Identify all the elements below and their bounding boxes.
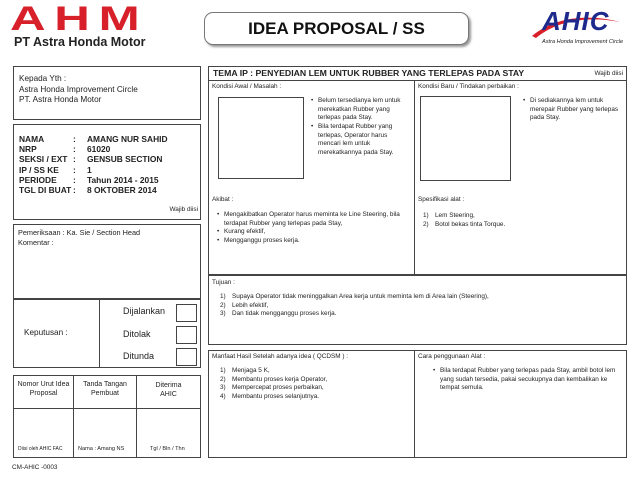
list-number: 4) xyxy=(220,392,226,400)
footer-cell-nomor xyxy=(13,408,74,458)
manfaat-panel xyxy=(208,350,415,458)
footer-header-nomor xyxy=(13,375,74,409)
addressee-line: Kepada Yth : xyxy=(19,74,67,83)
list-item xyxy=(220,293,620,302)
list-item: • Mengganggu proses kerja. xyxy=(224,237,410,246)
ahic-logo xyxy=(508,2,628,52)
cara-list xyxy=(431,367,621,393)
footer-cell-tanda-tangan xyxy=(73,408,137,458)
theme-label: TEMA IP : PENYEDIAN LEM UNTUK RUBBER YANG TERLEPAS PADA STAY xyxy=(213,68,525,78)
cara-panel xyxy=(414,350,627,458)
identity-key: TGL DI BUAT xyxy=(19,185,72,196)
cara-heading: Cara penggunaan Alat : xyxy=(418,353,486,360)
form-code: CM-AHIC -0003 xyxy=(12,464,58,471)
ahic-logo-text: AHIC xyxy=(542,6,610,36)
footer-cell-text: Nama : Amang NS xyxy=(78,446,125,452)
kondisi-baru-heading: Kondisi Baru / Tindakan perbaikan : xyxy=(418,83,519,90)
identity-value: AMANG NUR SAHID xyxy=(87,134,168,144)
option-dijalankan-checkbox[interactable] xyxy=(176,304,197,322)
review-box xyxy=(13,224,201,299)
identity-row xyxy=(19,165,195,175)
list-item: • Bila terdapat Rubber yang terlepas pada Stay, ambil botol lem yang sudah tersedia, pakai secukupnya dan kembalikan ke tempat semula. xyxy=(440,367,621,393)
decision-label: Keputusan : xyxy=(24,328,68,337)
list-item-text: Menjaga 5 K, xyxy=(232,367,270,374)
title-banner xyxy=(204,12,469,45)
footer-cell-text: Diisi oleh AHIC FAC xyxy=(18,446,63,452)
identity-row xyxy=(19,154,195,164)
akibat-list xyxy=(215,211,410,246)
identity-key: IP / SS KE xyxy=(19,164,59,175)
list-item xyxy=(220,310,620,319)
list-item-text: Lem Steering, xyxy=(435,212,475,219)
list-item-text: Lebih efektif, xyxy=(232,301,269,309)
spesifikasi-heading: Spesifikasi alat : xyxy=(418,196,465,203)
ahm-logo xyxy=(10,0,170,38)
list-item xyxy=(423,221,618,230)
list-item xyxy=(220,367,410,376)
spesifikasi-list xyxy=(423,212,618,229)
footer-header-text: Tanda Tangan Pembuat xyxy=(83,381,127,398)
footer-cell-diterima xyxy=(136,408,201,458)
list-item xyxy=(220,384,410,393)
list-number: 1) xyxy=(423,212,429,219)
kondisi-awal-heading: Kondisi Awal / Masalah : xyxy=(212,83,282,90)
list-number: 2) xyxy=(220,375,226,383)
footer-header-text: Nomor Urut Idea Proposal xyxy=(17,381,70,398)
list-item xyxy=(423,212,618,221)
identity-colon: : xyxy=(73,185,76,196)
identity-row xyxy=(19,144,195,154)
identity-colon: : xyxy=(73,134,76,144)
ahm-logo-text: AHM xyxy=(10,0,149,38)
list-item: • Bila terdapat Rubber yang terlepas, Operator harus mencari lem untuk merekatkannya pada Stay. xyxy=(318,123,409,158)
option-ditunda-label: Ditunda xyxy=(123,351,155,361)
list-number: 1) xyxy=(220,367,226,374)
list-number: 3) xyxy=(220,310,226,318)
tujuan-list xyxy=(220,293,620,319)
tujuan-heading: Tujuan : xyxy=(212,279,235,286)
theme-header xyxy=(208,66,627,81)
list-item-text: Membantu proses selanjutnya. xyxy=(232,392,320,400)
option-ditolak-checkbox[interactable] xyxy=(176,326,197,344)
identity-colon: : xyxy=(73,174,76,185)
list-item: • Mengakibatkan Operator harus meminta ke Line Steering, bila terdapat Rubber yang terlepas pada Stay, xyxy=(224,211,410,228)
footer-header-diterima xyxy=(136,375,201,409)
footer-cell-text: Tgl / Bln / Thn xyxy=(150,446,185,452)
identity-row xyxy=(19,175,195,185)
addressee-line: PT. Astra Honda Motor xyxy=(19,95,102,105)
identity-value: 8 OKTOBER 2014 xyxy=(87,185,157,196)
list-item: • Belum tersedianya lem untuk merekatkan Rubber yang terlepas pada Stay. xyxy=(318,97,409,123)
identity-key: SEKSI / EXT xyxy=(19,154,68,165)
manfaat-heading: Manfaat Hasil Setelah adanya idea ( QCDSM ) : xyxy=(212,353,349,360)
list-number: 1) xyxy=(220,293,226,300)
list-item xyxy=(220,302,620,311)
review-comment-label: Komentar : xyxy=(18,237,54,247)
addressee-line: Astra Honda Improvement Circle xyxy=(19,84,138,94)
identity-key: PERIODE xyxy=(19,174,57,185)
identity-colon: : xyxy=(73,144,76,155)
identity-row xyxy=(19,185,195,195)
identity-value: Tahun 2014 - 2015 xyxy=(87,174,159,185)
addressee-box xyxy=(13,66,201,120)
list-item-text: Membantu proses kerja Operator, xyxy=(232,375,328,383)
wajib-diisi-note: Wajib diisi xyxy=(594,70,623,77)
identity-key: NAMA xyxy=(19,134,45,144)
identity-colon: : xyxy=(73,164,76,175)
kondisi-baru-panel xyxy=(414,80,627,275)
list-item-text: Botol bekas tinta Torque. xyxy=(435,220,506,228)
wajib-diisi-note: Wajib diisi xyxy=(169,206,198,214)
list-item-text: Dan tidak mengganggu proses kerja. xyxy=(232,310,337,318)
option-ditunda-checkbox[interactable] xyxy=(176,348,197,366)
identity-row xyxy=(19,134,195,144)
option-dijalankan-label: Dijalankan xyxy=(123,306,166,316)
list-number: 2) xyxy=(220,301,226,309)
list-item: • Di sediakannya lem untuk merepair Rubber yang terlepas pada Stay. xyxy=(530,97,621,123)
footer-header-text: Diterima AHIC xyxy=(155,382,182,399)
kondisi-awal-panel xyxy=(208,80,415,275)
tujuan-panel xyxy=(208,275,627,345)
before-photo-frame xyxy=(218,97,304,179)
list-number: 2) xyxy=(423,220,429,228)
identity-value: 1 xyxy=(87,164,92,175)
page-title: IDEA PROPOSAL / SS xyxy=(248,18,425,38)
identity-key: NRP xyxy=(19,144,37,155)
list-item xyxy=(220,393,410,402)
identity-value: 61020 xyxy=(87,144,111,155)
after-photo-frame xyxy=(420,96,511,181)
identity-colon: : xyxy=(73,154,76,165)
kondisi-awal-list xyxy=(309,97,409,157)
akibat-heading: Akibat : xyxy=(212,196,234,203)
list-item: • Kurang efektif, xyxy=(224,228,410,237)
decision-divider xyxy=(99,300,100,367)
kondisi-baru-list xyxy=(521,97,621,123)
ahic-logo-subtitle: Astra Honda Improvement Circle xyxy=(542,39,624,45)
identity-box xyxy=(13,124,201,220)
decision-box xyxy=(13,299,201,368)
list-item-text: Mempercepat proses perbaikan, xyxy=(232,384,324,392)
list-number: 3) xyxy=(220,384,226,392)
company-name: PT Astra Honda Motor xyxy=(14,35,146,49)
identity-value: GENSUB SECTION xyxy=(87,154,163,165)
option-ditolak-label: Ditolak xyxy=(123,329,151,339)
review-examiner: Pemeriksaan : Ka. Sie / Section Head xyxy=(18,228,141,237)
footer-header-tanda-tangan xyxy=(73,375,137,409)
list-item-text: Supaya Operator tidak meninggalkan Area kerja untuk meminta lem di Area lain (Steering), xyxy=(232,293,489,300)
list-item xyxy=(220,376,410,385)
manfaat-list xyxy=(220,367,410,402)
